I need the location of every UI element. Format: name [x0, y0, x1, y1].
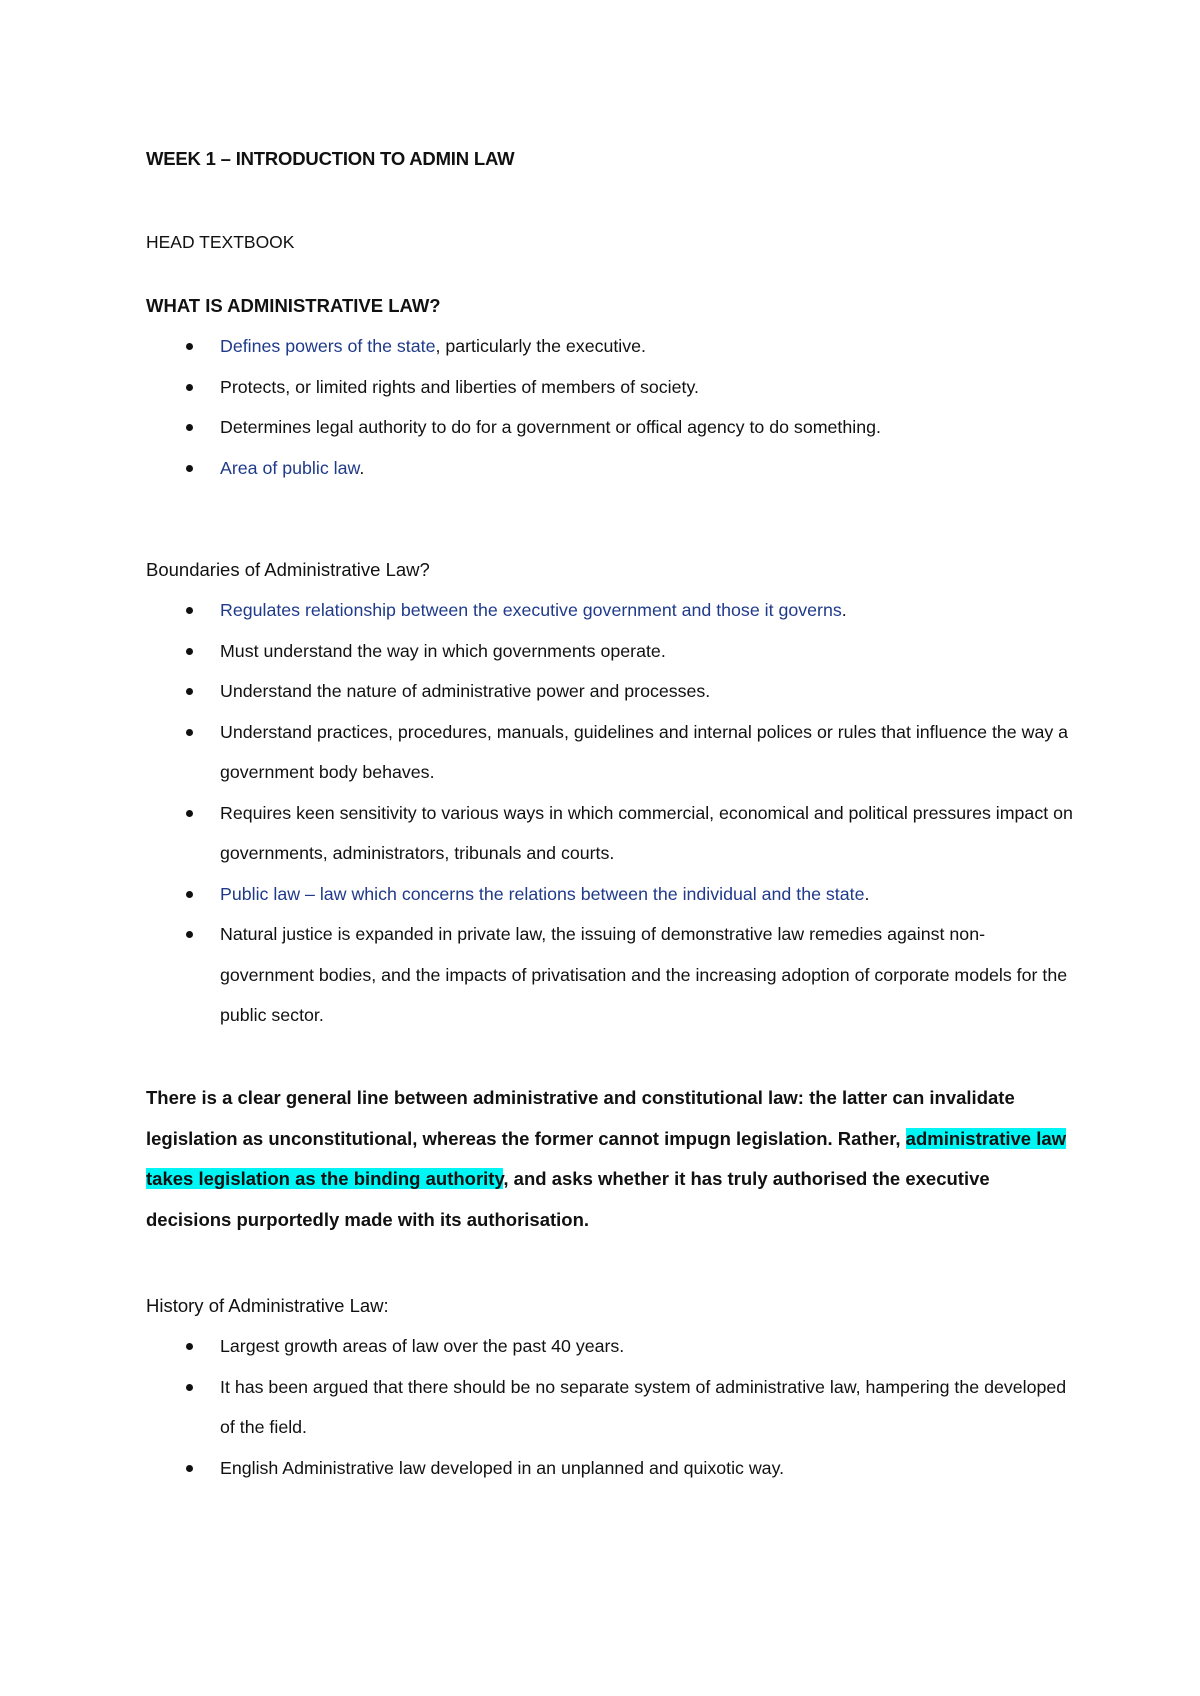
bullet-icon: [186, 424, 193, 431]
section-boundaries: [146, 550, 1076, 1036]
bullet-icon: [186, 1465, 193, 1472]
list-item: Protects, or limited rights and liberties of members of society.: [146, 367, 1076, 408]
bullet-list: [146, 590, 1076, 1036]
list-item: English Administrative law developed in an unplanned and quixotic way.: [146, 1448, 1076, 1489]
list-item: Natural justice is expanded in private law, the issuing of demonstrative law remedies against non-government bodies, and the impacts of privatisation and the increasing adoption of corporate models for the public sector.: [146, 914, 1076, 1036]
bullet-icon: [186, 1384, 193, 1391]
bullet-icon: [186, 688, 193, 695]
list-item: Understand practices, procedures, manuals, guidelines and internal polices or rules that influence the way a government body behaves.: [146, 712, 1076, 793]
list-item: It has been argued that there should be no separate system of administrative law, hampering the developed of the field.: [146, 1367, 1076, 1448]
section-history: [146, 1286, 1076, 1488]
textbook-subheading: HEAD TEXTBOOK: [146, 232, 295, 252]
document-page: [146, 0, 1086, 1696]
bullet-icon: [186, 810, 193, 817]
list-item: Must understand the way in which governments operate.: [146, 631, 1076, 672]
page-title: WEEK 1 – INTRODUCTION TO ADMIN LAW: [146, 148, 515, 169]
section-heading: WHAT IS ADMINISTRATIVE LAW?: [146, 295, 441, 316]
summary-paragraph: There is a clear general line between administrative and constitutional law: the latter can invalidate legislation as unconstitutional, whereas the former cannot impugn legislation. Rather, administrative law takes legislation as the binding authority, and asks whether it has truly authorised the executive decisions purportedly made with its authorisation.: [146, 1087, 1067, 1230]
highlighted-text: administrative law takes legislation as the binding authority: [146, 1127, 1067, 1189]
list-item: Understand the nature of administrative power and processes.: [146, 671, 1076, 712]
list-item: Public law – law which concerns the relations between the individual and the state.: [146, 874, 1076, 915]
list-item: Largest growth areas of law over the past 40 years.: [146, 1326, 1076, 1367]
list-item: Regulates relationship between the executive government and those it governs.: [146, 590, 1076, 631]
list-item: Defines powers of the state, particularly the executive.: [146, 326, 1076, 367]
section-what-is-admin-law: [146, 286, 1076, 488]
bullet-list: [146, 1326, 1076, 1488]
bullet-icon: [186, 607, 193, 614]
bullet-icon: [186, 1343, 193, 1350]
bullet-icon: [186, 931, 193, 938]
bullet-icon: [186, 384, 193, 391]
bullet-icon: [186, 729, 193, 736]
list-item: Requires keen sensitivity to various ways in which commercial, economical and political pressures impact on governments, administrators, tribunals and courts.: [146, 793, 1076, 874]
bullet-list: [146, 326, 1076, 488]
section-heading: Boundaries of Administrative Law?: [146, 559, 430, 580]
list-item: Area of public law.: [146, 448, 1076, 489]
bullet-icon: [186, 343, 193, 350]
bullet-icon: [186, 891, 193, 898]
bullet-icon: [186, 465, 193, 472]
section-heading: History of Administrative Law:: [146, 1295, 389, 1316]
list-item: Determines legal authority to do for a government or offical agency to do something.: [146, 407, 1076, 448]
bullet-icon: [186, 648, 193, 655]
